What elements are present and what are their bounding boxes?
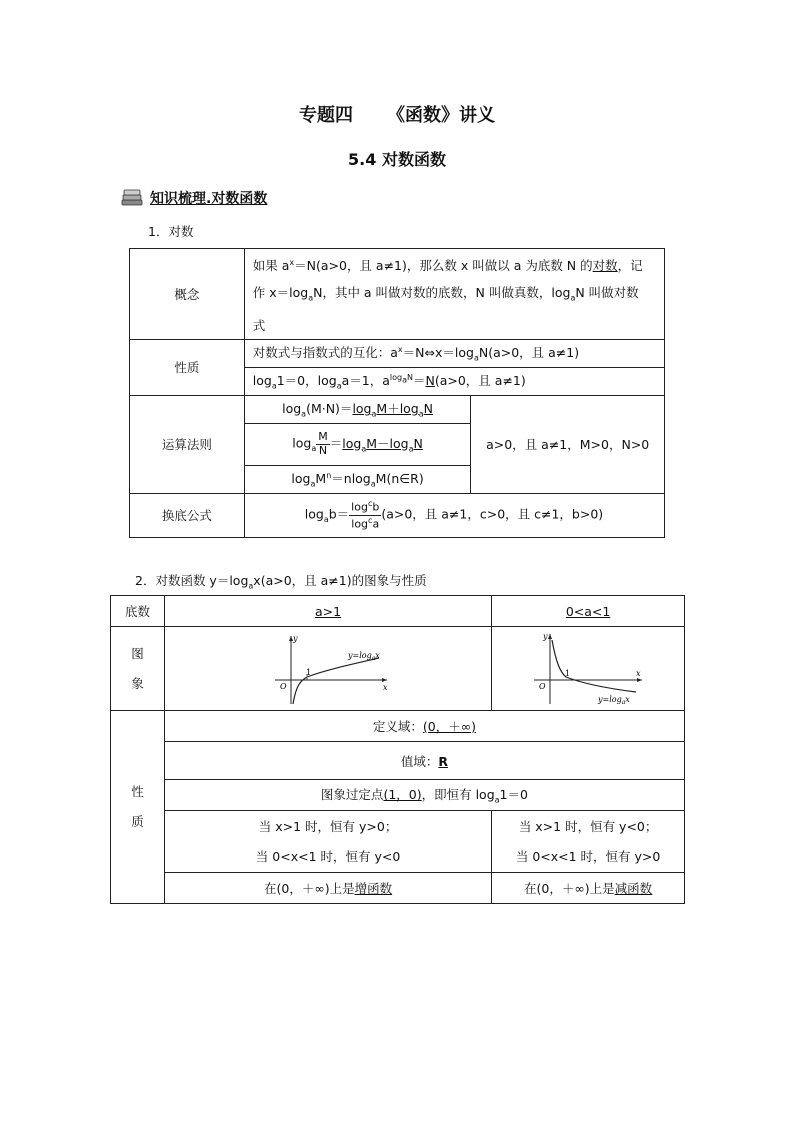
graph-increasing-svg [263, 628, 393, 706]
domain-row: 定义域：(0，＋∞) [164, 711, 684, 742]
logarithm-table [129, 248, 665, 538]
rules-condition: a>0，且 a≠1，M>0，N>0 [471, 395, 665, 493]
sign-gt1: 当 x>1 时，恒有 y>0； 当 0<x<1 时，恒有 y<0 [164, 811, 491, 873]
change-base-label: 换底公式 [130, 493, 245, 537]
table-row [130, 339, 665, 367]
concept-label: 概念 [130, 249, 245, 340]
table-row [111, 873, 685, 904]
change-base-formula: $\log_ab=$ $\frac{\log^cb}{\log^ca}$ (a>0，且 a≠1，c>0，且 c≠1，b>0) [244, 493, 664, 537]
property-label: 性质 [130, 339, 245, 395]
g1-ylabel: y [293, 634, 298, 643]
table-row [111, 780, 685, 811]
g2-curve-label: $y=\log_ax$ [598, 695, 630, 706]
section-header [120, 187, 267, 209]
g1-curve-label: $y=\log_ax$ [348, 651, 380, 662]
rule-power: $\log_aM^n=nlog_aM(n\in R)$ [244, 465, 471, 493]
table-row [111, 742, 685, 780]
part2-label: 2．对数函数 $y=\log_ax(a>0$，且 a≠1)的图象与性质 [135, 573, 427, 591]
mono-gt1: 在(0，＋∞)上是增函数 [164, 873, 491, 904]
table-row [130, 395, 665, 423]
table-row [130, 249, 665, 340]
log-function-table [110, 595, 685, 904]
rules-label: 运算法则 [130, 395, 245, 493]
page-subtitle: 5.4 对数函数 [348, 150, 446, 169]
graph-increasing [164, 627, 491, 711]
g2-ylabel: y [543, 632, 548, 641]
g2-origin: O [539, 682, 546, 691]
property-1: 对数式与指数式的互化：$a^x=N\Leftrightarrow x=\log_aN(a>0$，且 a≠1) [244, 339, 664, 367]
graph-decreasing [492, 627, 685, 711]
rule-product: $\log_a(M\cdot N)=\log_aM+\log_aN$ [244, 395, 471, 423]
g2-xlabel: x [636, 669, 641, 678]
table-row [111, 711, 685, 742]
base-label: 底数 [111, 596, 165, 627]
property-2: $\log_a1=0$，$\log_aa=1$，$a^{log_aN}=N(a>0$，且 a≠1) [244, 367, 664, 395]
table-row [130, 493, 665, 537]
g1-origin: O [280, 682, 287, 691]
range-row: 值域：R [164, 742, 684, 780]
base-lt1: 0<a<1 [492, 596, 685, 627]
property-label: 性 质 [111, 711, 165, 904]
concept-text: 如果 $a^x=N(a>0$，且 a≠1)，那么数 x 叫做以 a 为底数 N 的对数，记 作 $x=\log_aN$，其中 a 叫做对数的底数，N 叫做真数，$\log_aN$ 叫做对数 式 [244, 249, 664, 340]
rule-quotient: $\log_a$ $\frac{M}{N}$ $=\log_aM-\log_aN$ [244, 423, 471, 465]
graph-decreasing-svg [528, 628, 648, 706]
base-gt1: a>1 [164, 596, 491, 627]
g1-xlabel: x [383, 683, 388, 692]
g2-one: 1 [565, 669, 571, 678]
mono-lt1: 在(0，＋∞)上是减函数 [492, 873, 685, 904]
section-title: 知识梳理.对数函数 [150, 191, 268, 207]
table-row [111, 811, 685, 873]
fixed-point-row: 图象过定点(1，0)，即恒有 $\log_a1=0$ [164, 780, 684, 811]
part1-label: 1．对数 [148, 224, 194, 239]
graph-label: 图 象 [111, 627, 165, 711]
table-row [111, 596, 685, 627]
g1-one: 1 [306, 668, 312, 677]
table-row [111, 627, 685, 711]
books-icon [120, 188, 144, 208]
page-title: 专题四 《函数》讲义 [299, 105, 495, 126]
sign-lt1: 当 x>1 时，恒有 y<0； 当 0<x<1 时，恒有 y>0 [492, 811, 685, 873]
